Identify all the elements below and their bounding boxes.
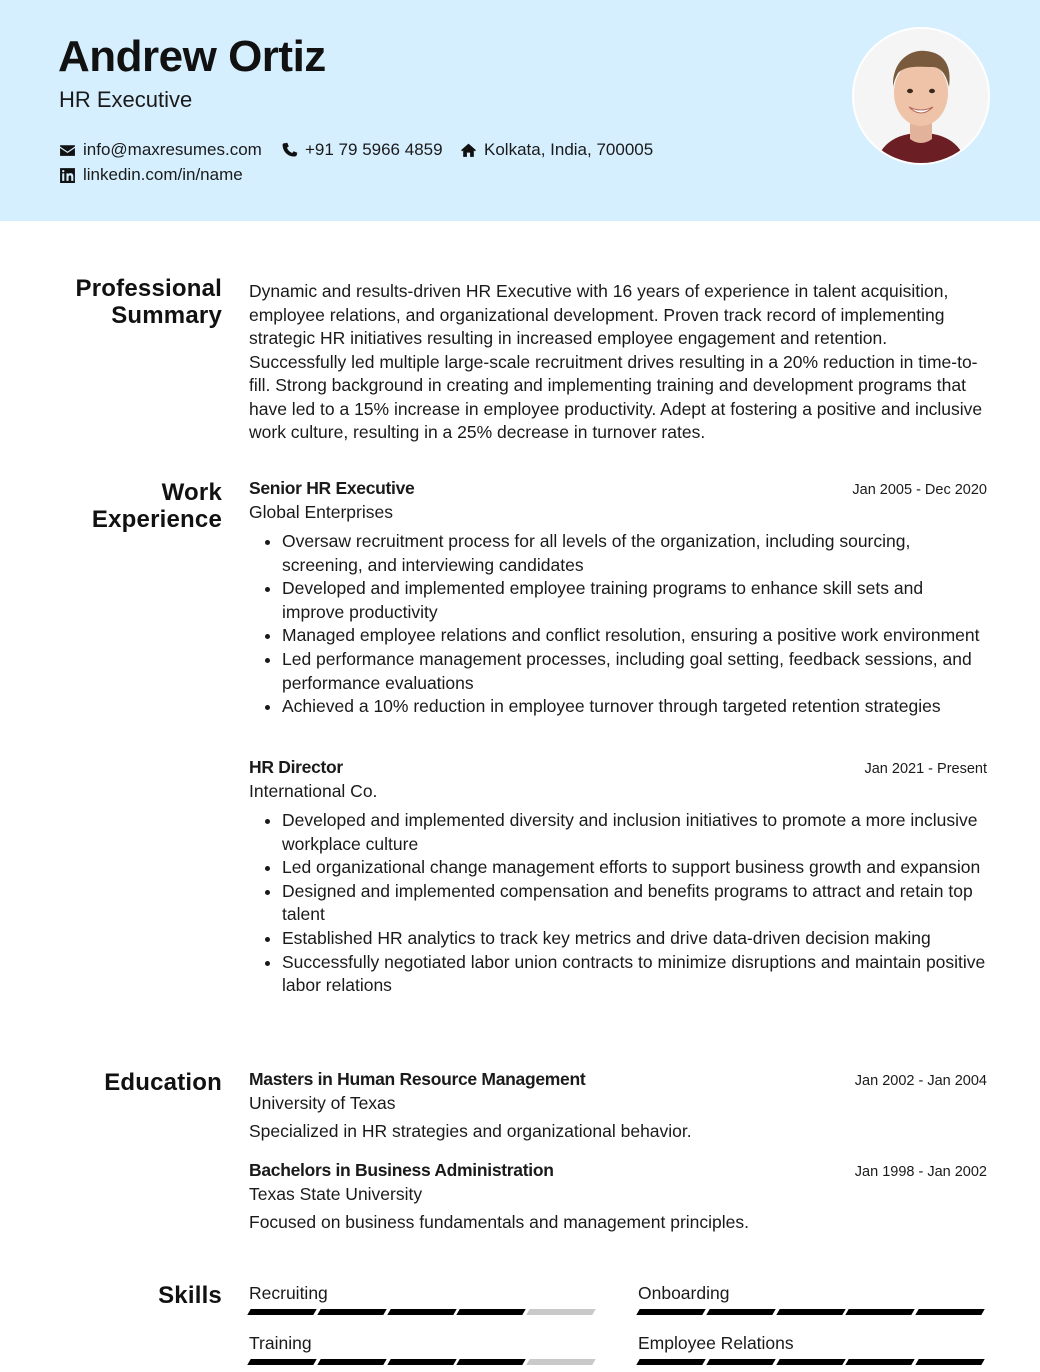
profile-photo-illustration xyxy=(854,29,988,163)
job-bullet: • Established HR analytics to track key metrics and drive data-driven decision making xyxy=(282,927,987,951)
education-dates: Jan 1998 - Jan 2002 xyxy=(854,1164,987,1180)
skill-level-segment xyxy=(457,1309,526,1315)
profile-photo xyxy=(852,27,990,165)
school-name: Texas State University xyxy=(249,1184,423,1204)
job-bullets xyxy=(249,530,987,719)
education-description: Focused on business fundamentals and management principles. xyxy=(249,1212,750,1232)
contact-phone[interactable] xyxy=(281,139,443,161)
skill-level-segment xyxy=(247,1309,316,1315)
section-title-experience xyxy=(0,479,222,533)
job-dates: Jan 2005 - Dec 2020 xyxy=(852,482,987,498)
summary-text: Dynamic and results-driven HR Executive with 16 years of experience in talent acquisition, employee relations, and organizational development. Proven track record of implementing strategic HR initiatives resulting in increased employee engagement and retention. Successfully led multiple large-scale recruitment drives resulting in a 20% reduction in time-to-fill. Strong background in creating and implementing training and development programs that have led to a 15% increase in employee productivity. Adept at fostering a positive and inclusive work culture, resulting in a 25% decrease in turnover rates. xyxy=(249,281,983,442)
skill-name: Onboarding xyxy=(638,1283,730,1303)
job-bullets xyxy=(249,809,987,998)
education-description: Specialized in HR strategies and organizational behavior. xyxy=(249,1121,692,1141)
skill-level-bar xyxy=(249,1359,598,1365)
phone-text: +91 79 5966 4859 xyxy=(305,140,443,159)
job-title: HR Director xyxy=(249,757,343,777)
skill-level-segment xyxy=(915,1309,984,1315)
skill-item xyxy=(249,1281,598,1315)
resume-header xyxy=(0,0,1040,221)
contact-linkedin[interactable] xyxy=(59,164,243,186)
skill-level-segment xyxy=(387,1309,456,1315)
section-title-summary xyxy=(0,275,222,329)
skill-level-segment xyxy=(636,1359,705,1365)
contact-location xyxy=(460,139,653,161)
skill-name: Recruiting xyxy=(249,1283,328,1303)
linkedin-text: linkedin.com/in/name xyxy=(83,165,243,184)
job-bullet: • Oversaw recruitment process for all levels of the organization, including sourcing, screening, and interviewing candidates xyxy=(282,530,987,577)
home-icon xyxy=(460,142,477,159)
skill-level-segment xyxy=(387,1359,456,1365)
skill-level-segment xyxy=(247,1359,316,1365)
skill-level-segment xyxy=(526,1359,595,1365)
school-name: University of Texas xyxy=(249,1093,396,1113)
job-bullet: • Led performance management processes, including goal setting, feedback sessions, and performance evaluations xyxy=(282,648,987,695)
skill-level-segment xyxy=(526,1309,595,1315)
skill-item xyxy=(249,1331,598,1365)
skill-level-segment xyxy=(776,1309,845,1315)
skill-item xyxy=(638,1281,987,1315)
section-title-skills xyxy=(0,1282,222,1309)
job-bullet: • Successfully negotiated labor union contracts to minimize disruptions and maintain positive labor relations xyxy=(282,951,987,998)
summary-title-line1: Professional xyxy=(75,275,222,302)
skill-level-bar xyxy=(638,1309,987,1315)
contact-email[interactable] xyxy=(59,139,262,161)
location-text: Kolkata, India, 700005 xyxy=(484,140,654,159)
job-bullet: • Achieved a 10% reduction in employee turnover through targeted retention strategies xyxy=(282,695,987,719)
skill-item xyxy=(638,1331,987,1365)
education-entry xyxy=(249,1159,987,1234)
linkedin-icon xyxy=(59,167,76,184)
education-entry xyxy=(249,1068,987,1143)
job-bullet: • Led organizational change management efforts to support business growth and expansion xyxy=(282,856,987,880)
skill-level-segment xyxy=(706,1359,775,1365)
candidate-name: Andrew Ortiz xyxy=(58,32,326,81)
skill-level-segment xyxy=(846,1359,915,1365)
email-text: info@maxresumes.com xyxy=(83,140,262,159)
skill-level-segment xyxy=(846,1309,915,1315)
job-bullet: • Developed and implemented diversity and inclusion initiatives to promote a more inclusive workplace culture xyxy=(282,809,987,856)
skill-level-bar xyxy=(638,1359,987,1365)
job-bullet: • Designed and implemented compensation and benefits programs to attract and retain top talent xyxy=(282,880,987,927)
skill-level-segment xyxy=(636,1309,705,1315)
job-title: Senior HR Executive xyxy=(249,478,415,498)
education-title: Education xyxy=(104,1069,222,1096)
experience-title-line2: Experience xyxy=(91,506,222,533)
skill-level-segment xyxy=(317,1309,386,1315)
candidate-role: HR Executive xyxy=(59,87,193,112)
skill-level-segment xyxy=(915,1359,984,1365)
envelope-icon xyxy=(59,142,76,159)
job-company: Global Enterprises xyxy=(249,502,393,522)
summary-title-line2: Summary xyxy=(111,302,222,329)
job-company: International Co. xyxy=(249,781,378,801)
job-bullet: • Developed and implemented employee training programs to enhance skill sets and improve productivity xyxy=(282,577,987,624)
skill-level-segment xyxy=(317,1359,386,1365)
job-entry xyxy=(249,477,987,719)
skill-name: Training xyxy=(249,1333,312,1353)
skill-level-segment xyxy=(457,1359,526,1365)
experience-title-line1: Work xyxy=(161,479,222,506)
skill-level-segment xyxy=(776,1359,845,1365)
skills-title: Skills xyxy=(158,1282,222,1309)
phone-icon xyxy=(281,142,298,159)
skill-name: Employee Relations xyxy=(638,1333,794,1353)
skill-level-segment xyxy=(706,1309,775,1315)
job-entry xyxy=(249,756,987,998)
degree-title: Masters in Human Resource Management xyxy=(249,1069,586,1089)
job-bullet: • Managed employee relations and conflict resolution, ensuring a positive work environment xyxy=(282,624,987,648)
degree-title: Bachelors in Business Administration xyxy=(249,1160,554,1180)
section-title-education xyxy=(0,1069,222,1096)
education-dates: Jan 2002 - Jan 2004 xyxy=(854,1073,987,1089)
job-dates: Jan 2021 - Present xyxy=(864,761,987,777)
skill-level-bar xyxy=(249,1309,598,1315)
